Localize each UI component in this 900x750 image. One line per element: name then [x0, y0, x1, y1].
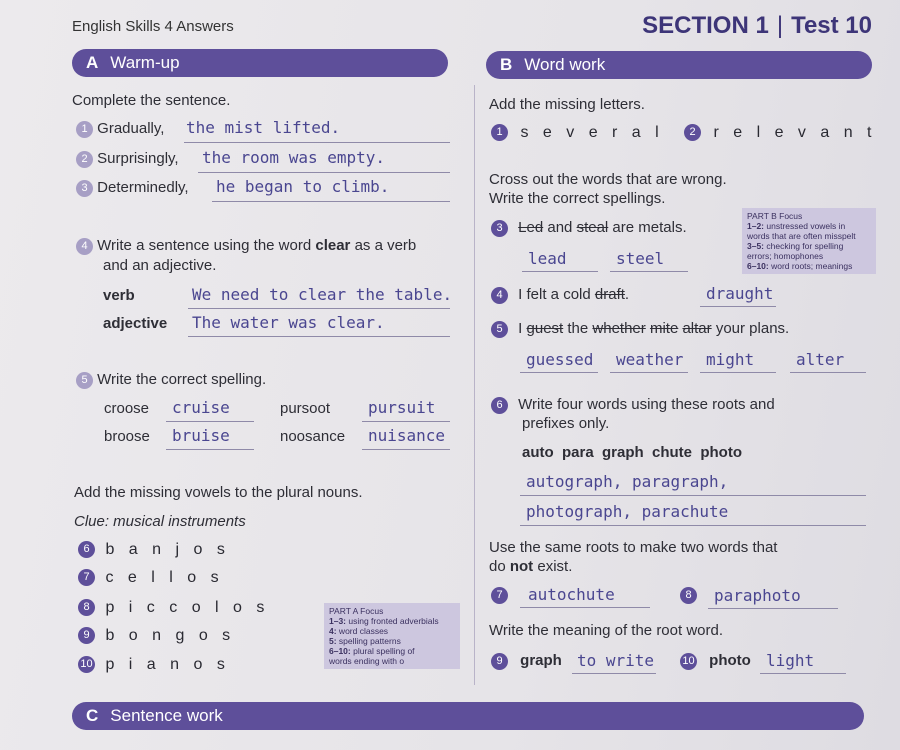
book-title: English Skills 4 Answers	[72, 18, 234, 35]
q3-text: are metals.	[608, 219, 687, 236]
q2-answer: the room was empty.	[202, 148, 386, 167]
focus-text: unstressed vowels in	[764, 221, 846, 231]
section-label: SECTION 1	[642, 12, 769, 39]
number-badge: 4	[76, 238, 93, 255]
vowel-item	[78, 569, 224, 587]
q5-answer: alter	[796, 350, 845, 369]
number-badge: 10	[78, 656, 95, 673]
spelling-answer: cruise	[172, 398, 230, 417]
q5-answer-line	[790, 372, 866, 373]
focus-line	[747, 261, 871, 271]
q10-answer: light	[766, 651, 815, 670]
q4-answer: draught	[706, 284, 774, 303]
focus-range: 1–3:	[329, 616, 347, 626]
q5-answer: might	[706, 350, 755, 369]
wrong-word: whether	[592, 320, 646, 337]
wordwork-instruction: Add the missing letters.	[489, 96, 645, 113]
q5-text: the	[563, 320, 593, 337]
q3-prompt: Determinedly,	[97, 179, 189, 196]
q3-answer: he began to climb.	[216, 177, 390, 196]
wordwork-q8	[680, 587, 697, 605]
same-roots-instruction-line2	[489, 558, 572, 575]
q4-prompt-start: Write a sentence using the word	[97, 237, 316, 254]
number-badge: 7	[78, 569, 95, 586]
instrument-word: b a n j o s	[105, 541, 230, 558]
q4-text: I felt a cold	[518, 286, 595, 303]
q6-answer-rule	[520, 495, 866, 496]
focus-text: using fronted adverbials	[346, 616, 439, 626]
focus-line	[747, 221, 871, 231]
focus-line: words that are often misspelt	[747, 231, 856, 241]
spelling-word: pursoot	[280, 400, 331, 417]
spelling-word: noosance	[280, 428, 346, 445]
q5-text: I	[518, 320, 527, 337]
warmup-instruction: Complete the sentence.	[72, 92, 231, 109]
number-badge: 8	[680, 587, 697, 604]
q4-prompt-line2: and an adjective.	[103, 257, 217, 274]
number-badge: 9	[491, 653, 508, 670]
wrong-word: steal	[576, 219, 609, 236]
focus-text: word roots; meanings	[768, 261, 853, 271]
wordwork-q1	[491, 124, 664, 142]
q6-answer-line1: autograph, paragraph,	[526, 472, 729, 491]
adjective-answer-line	[188, 336, 450, 337]
q3-answer: steel	[616, 249, 665, 268]
q1-prompt: Gradually,	[97, 120, 165, 137]
instruction-text: exist.	[533, 558, 573, 575]
section-c-title: Sentence work	[110, 706, 223, 725]
spelling-answer-line	[362, 449, 450, 450]
title-separator: |	[776, 12, 784, 39]
number-badge: 8	[78, 599, 95, 616]
warmup-q3	[76, 179, 189, 197]
wrong-word: mite	[649, 320, 679, 337]
q2-answer-line	[198, 172, 450, 173]
wordwork-q10	[680, 652, 751, 670]
q3-answer-line	[522, 271, 598, 272]
focus-range: 1–2:	[747, 221, 765, 231]
focus-title: PART B Focus	[747, 211, 803, 221]
section-test-title	[642, 12, 872, 40]
wrong-word: guest	[526, 320, 564, 337]
spelling-answer: nuisance	[368, 426, 446, 445]
spelling-word: croose	[104, 400, 150, 417]
q6-prompt: Write four words using these roots and	[518, 396, 775, 413]
spelling-answer: bruise	[172, 426, 230, 445]
q4-prompt-end: as a verb	[350, 237, 417, 254]
focus-text: word classes	[336, 626, 389, 636]
warmup-q5	[76, 371, 266, 389]
q2-prompt: Surprisingly,	[97, 150, 179, 167]
instrument-word: c e l l o s	[105, 569, 224, 586]
column-divider	[474, 85, 475, 685]
q3-answer: lead	[528, 249, 567, 268]
focus-line	[329, 616, 455, 626]
part-b-focus-box	[742, 208, 876, 274]
vowel-item	[78, 541, 230, 559]
q7-answer: autochute	[528, 585, 615, 604]
section-c-bar	[72, 702, 864, 730]
q1-answer-line	[184, 142, 450, 143]
focus-title: PART A Focus	[329, 606, 384, 616]
part-a-focus-box	[324, 603, 460, 669]
number-badge: 3	[76, 180, 93, 197]
vowel-item	[78, 656, 230, 674]
instruction-emphasis: not	[509, 558, 534, 575]
same-roots-instruction: Use the same roots to make two words that	[489, 539, 778, 556]
q4-answer-line	[700, 306, 776, 307]
wrong-word: Led	[518, 219, 544, 236]
section-b-letter: B	[500, 55, 513, 74]
q5-answer-line	[520, 372, 598, 373]
q5-text: your plans.	[711, 320, 790, 337]
focus-text: spelling patterns	[336, 636, 401, 646]
focus-range: 4:	[329, 626, 337, 636]
q9-answer-line	[572, 673, 656, 674]
cross-instruction: Cross out the words that are wrong.	[489, 171, 727, 188]
meaning-instruction: Write the meaning of the root word.	[489, 622, 724, 639]
q10-root: photo	[709, 652, 751, 669]
focus-range: 5:	[329, 636, 337, 646]
warmup-q1	[76, 120, 164, 138]
instruction-text: do	[489, 558, 510, 575]
section-a-letter: A	[86, 53, 99, 72]
wrong-word: altar	[682, 320, 712, 337]
adjective-label: adjective	[103, 315, 168, 332]
q6-roots: auto para graph chute photo	[522, 444, 743, 461]
focus-range: 6–10:	[329, 646, 351, 656]
q5-answer: weather	[616, 350, 684, 369]
q6-answer-rule	[520, 525, 866, 526]
instrument-word: b o n g o s	[105, 627, 236, 644]
q1-answer: the mist lifted.	[186, 118, 341, 137]
number-badge: 9	[78, 627, 95, 644]
number-badge: 3	[491, 220, 508, 237]
focus-range: 6–10:	[747, 261, 769, 271]
q6-answer-line2: photograph, parachute	[526, 502, 729, 521]
number-badge: 5	[491, 321, 508, 338]
wordwork-q4	[491, 286, 629, 304]
focus-line	[747, 241, 871, 251]
focus-line: errors; homophones	[747, 251, 824, 261]
instrument-word: p i c c o l o s	[105, 599, 270, 616]
q3-answer-line	[610, 271, 688, 272]
q4-text: .	[624, 286, 630, 303]
number-badge: 2	[76, 151, 93, 168]
verb-label: verb	[103, 287, 135, 304]
verb-answer-line	[188, 308, 450, 309]
wordwork-q3	[491, 219, 687, 237]
number-badge: 1	[491, 124, 508, 141]
verb-answer: We need to clear the table.	[192, 285, 453, 304]
spelling-answer-line	[166, 449, 254, 450]
wordwork-q7	[491, 587, 508, 605]
q8-answer-line	[708, 608, 838, 609]
q1-word: s e v e r a l	[520, 124, 664, 141]
focus-line	[329, 646, 455, 656]
number-badge: 4	[491, 287, 508, 304]
number-badge: 5	[76, 372, 93, 389]
wordwork-q9	[491, 652, 562, 670]
wordwork-q6	[491, 396, 775, 414]
spelling-word: broose	[104, 428, 150, 445]
vowel-item	[78, 627, 235, 645]
number-badge: 1	[76, 121, 93, 138]
wrong-word: draft	[594, 286, 625, 303]
focus-text: checking for spelling	[764, 241, 844, 251]
q9-root: graph	[520, 652, 562, 669]
focus-line: words ending with o	[329, 656, 405, 666]
spelling-answer-line	[166, 421, 254, 422]
section-b-bar	[486, 51, 872, 79]
q10-answer-line	[760, 673, 846, 674]
section-b-title: Word work	[524, 55, 606, 74]
wordwork-q2	[684, 124, 877, 142]
number-badge: 10	[680, 653, 697, 670]
warmup-q4	[76, 237, 416, 255]
number-badge: 6	[491, 397, 508, 414]
cross-instruction-line2: Write the correct spellings.	[489, 190, 666, 207]
q6-prompt-line2: prefixes only.	[522, 415, 610, 432]
spelling-answer: pursuit	[368, 398, 436, 417]
section-a-title: Warm-up	[110, 53, 180, 72]
q5-answer-line	[700, 372, 776, 373]
q9-answer: to write	[577, 651, 655, 670]
focus-line	[329, 636, 455, 646]
vowels-clue: Clue: musical instruments	[74, 513, 246, 530]
q5-answer: guessed	[526, 350, 594, 369]
instrument-word: p i a n o s	[105, 656, 230, 673]
vowel-item	[78, 599, 269, 617]
number-badge: 7	[491, 587, 508, 604]
number-badge: 2	[684, 124, 701, 141]
warmup-q2	[76, 150, 179, 168]
number-badge: 6	[78, 541, 95, 558]
q3-text: and	[543, 219, 577, 236]
wordwork-q5	[491, 320, 789, 338]
section-a-bar	[72, 49, 448, 77]
q5-prompt: Write the correct spelling.	[97, 371, 267, 388]
focus-line	[329, 626, 455, 636]
q3-answer-line	[212, 201, 450, 202]
q4-prompt-word: clear	[315, 237, 351, 254]
test-label: Test 10	[791, 12, 872, 39]
q2-word: r e l e v a n t	[713, 124, 877, 141]
spelling-answer-line	[362, 421, 450, 422]
q7-answer-line	[520, 607, 650, 608]
adjective-answer: The water was clear.	[192, 313, 385, 332]
q8-answer: paraphoto	[714, 586, 801, 605]
section-c-letter: C	[86, 706, 99, 725]
focus-text: plural spelling of	[350, 646, 415, 656]
focus-range: 3–5:	[747, 241, 765, 251]
q5-answer-line	[610, 372, 688, 373]
vowels-instruction: Add the missing vowels to the plural nouns.	[74, 484, 363, 501]
